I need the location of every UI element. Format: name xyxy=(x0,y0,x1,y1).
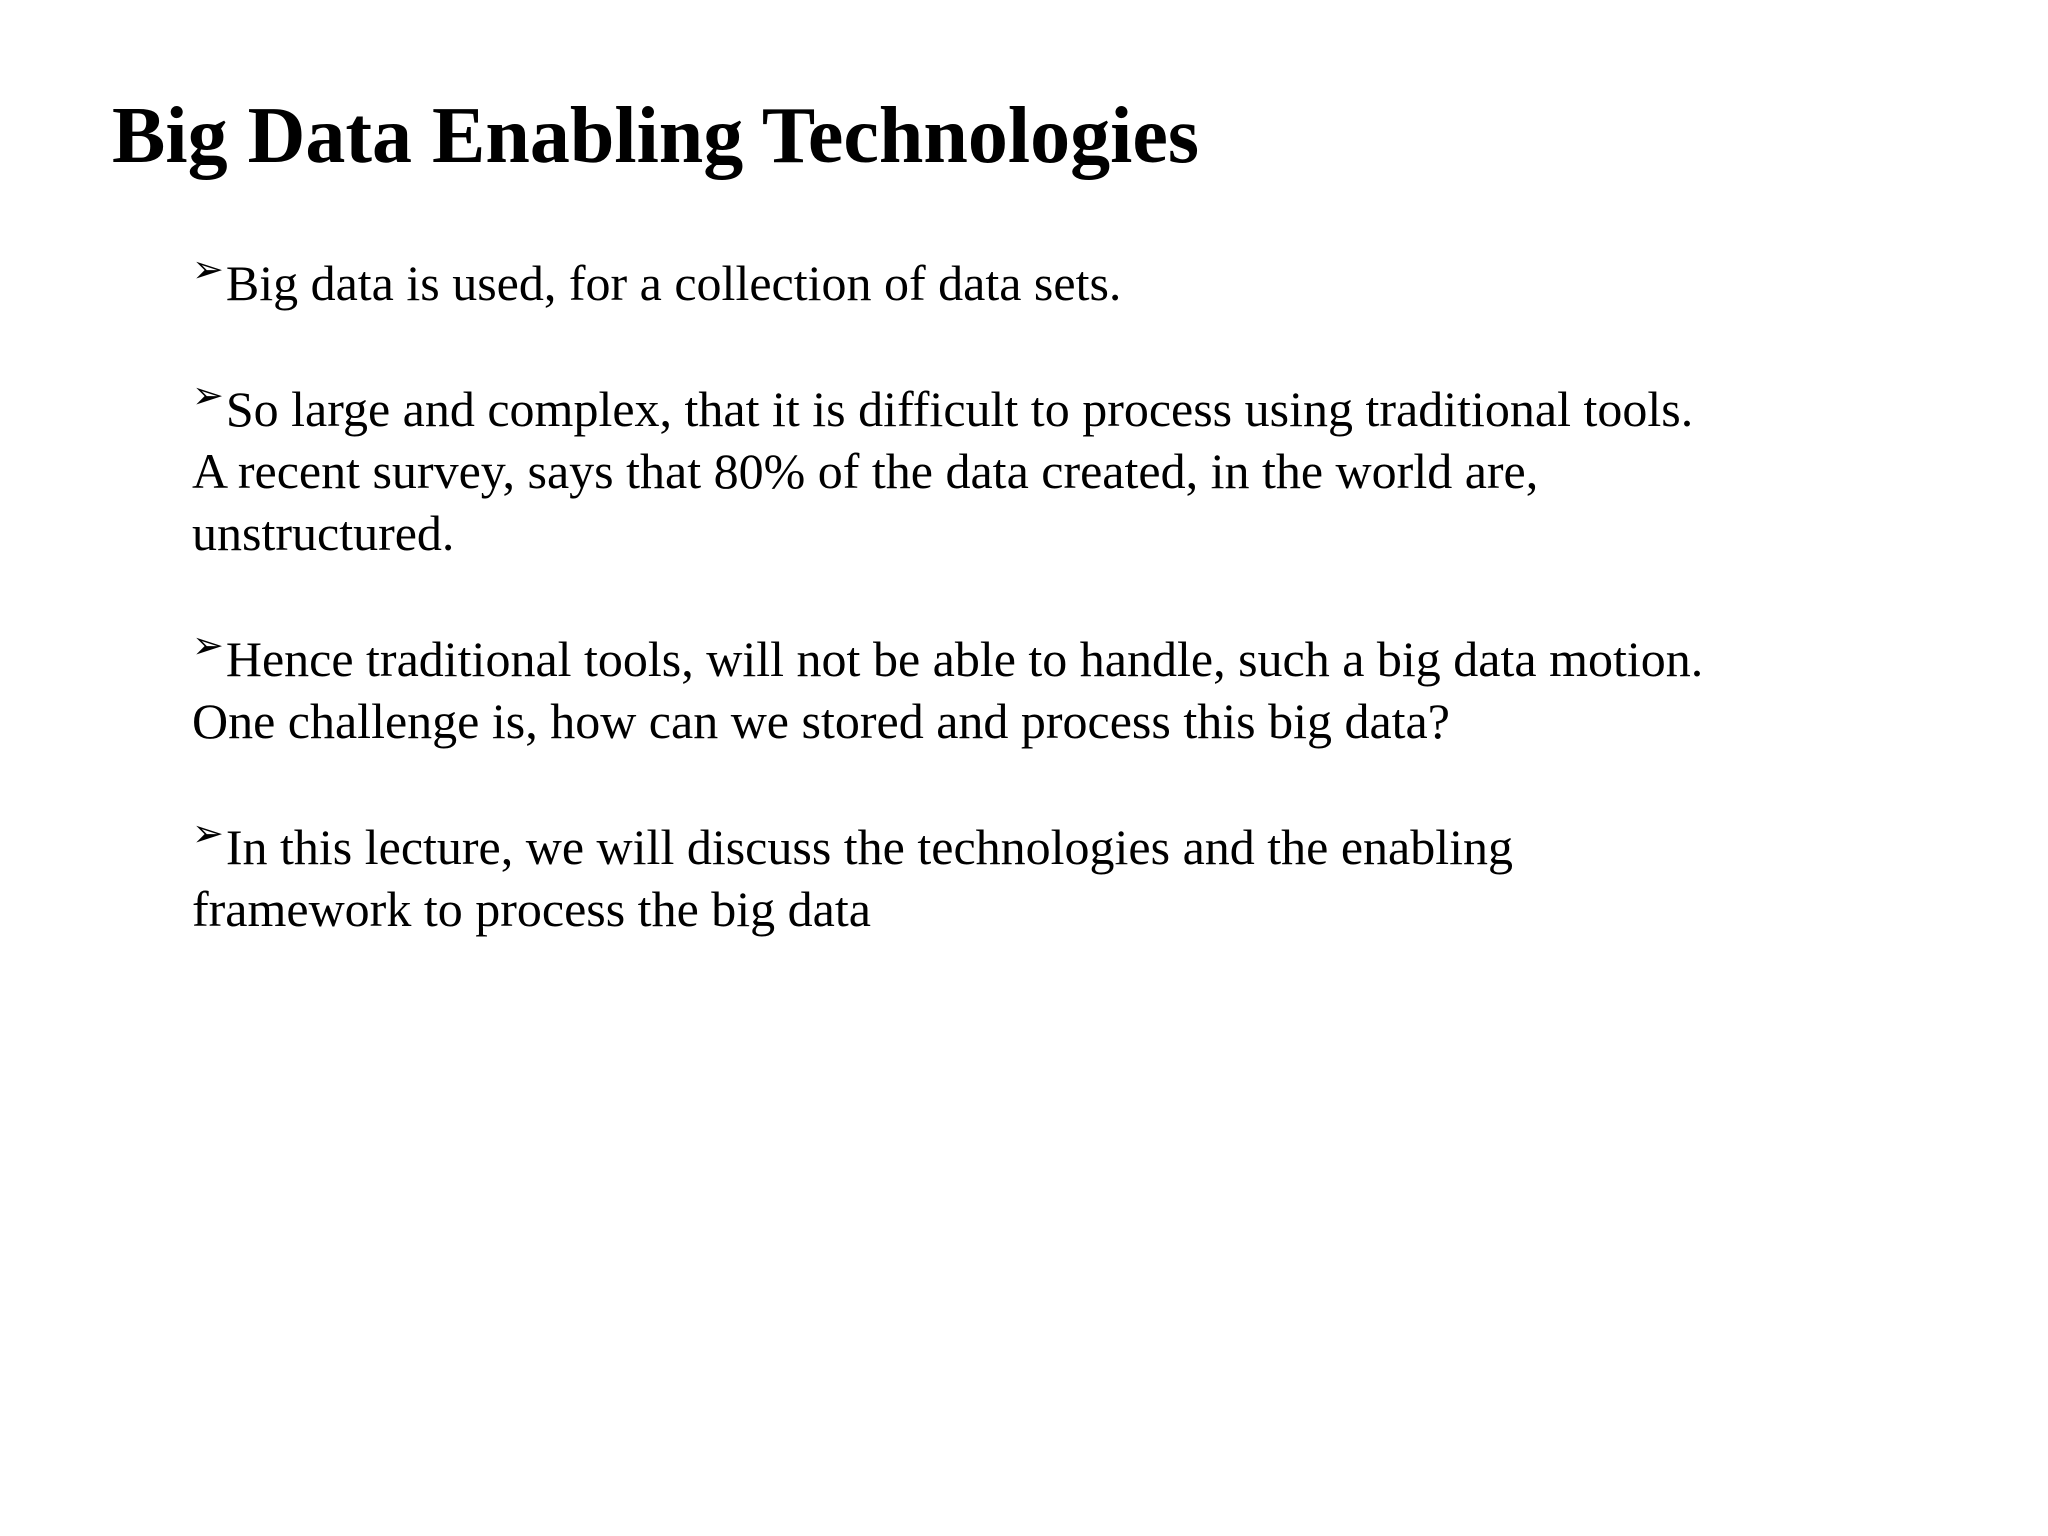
bullet-item xyxy=(192,373,1712,564)
arrowhead-bullet-icon: ➢ xyxy=(192,623,224,667)
arrowhead-bullet-icon: ➢ xyxy=(192,247,224,291)
bullet-text: Big data is used, for a collection of data sets. xyxy=(225,255,1122,311)
bullet-text: In this lecture, we will discuss the technologies and the enabling framework to process the big data xyxy=(192,819,1514,937)
arrowhead-bullet-icon: ➢ xyxy=(192,373,224,417)
bullet-text: Hence traditional tools, will not be able to handle, such a big data motion. One challenge is, how can we stored and process this big data? xyxy=(192,631,1704,749)
bullet-item xyxy=(192,247,1712,314)
slide-title: Big Data Enabling Technologies xyxy=(112,92,1199,180)
bullet-item xyxy=(192,623,1712,752)
bullet-list xyxy=(192,247,1712,1002)
bullet-item xyxy=(192,811,1712,940)
bullet-text: So large and complex, that it is difficult to process using traditional tools. A recent survey, says that 80% of the data created, in the world are, unstructured. xyxy=(192,381,1694,561)
arrowhead-bullet-icon: ➢ xyxy=(192,811,224,855)
